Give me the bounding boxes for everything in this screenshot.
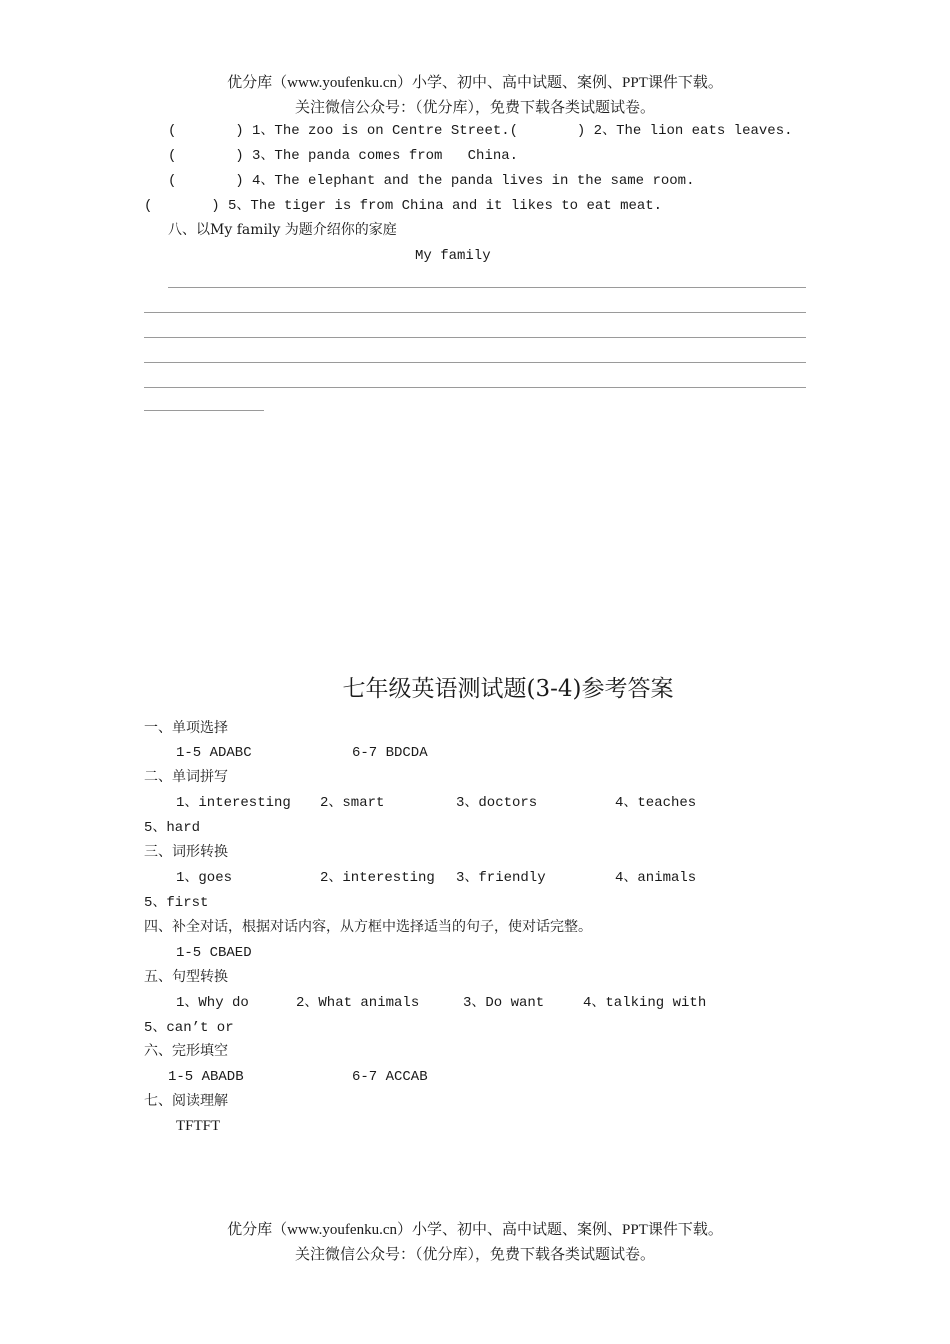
section-5-heading: 五、句型转换 bbox=[144, 969, 228, 985]
answer-key-title: 七年级英语测试题(3-4)参考答案 bbox=[342, 676, 674, 702]
section-3-answer-1: 1、goes bbox=[176, 870, 233, 886]
section-3-answer-2: 2、interesting bbox=[320, 870, 435, 886]
writing-line bbox=[144, 362, 806, 363]
header-line-2: 关注微信公众号：（优分库），免费下载各类试题试卷。 bbox=[294, 100, 655, 116]
writing-line bbox=[144, 387, 806, 388]
section-4-heading: 四、补全对话，根据对话内容，从方框中选择适当的句子，使对话完整。 bbox=[144, 919, 592, 935]
section-3-answer-3: 3、friendly bbox=[456, 870, 546, 886]
section-4-answer: 1-5 CBAED bbox=[176, 945, 252, 961]
section-1-heading: 一、单项选择 bbox=[144, 720, 228, 736]
section-5-answer-1: 1、Why do bbox=[176, 995, 249, 1011]
section-2-answer-2: 2、smart bbox=[320, 795, 385, 811]
header-line-1: 优分库（www.youfenku.cn）小学、初中、高中试题、案例、PPT课件下载。 bbox=[227, 75, 723, 91]
writing-line-short bbox=[144, 410, 264, 411]
section-2-answer-5: 5、hard bbox=[144, 820, 201, 836]
section-1-answer-a: 1-5 ADABC bbox=[176, 745, 252, 761]
section-7-answer: TFTFT bbox=[176, 1118, 221, 1134]
section-5-answer-4: 4、talking with bbox=[583, 995, 707, 1011]
tf-question-3: ( ) 3、The panda comes from China. bbox=[168, 148, 519, 164]
section-6-answer-a: 1-5 ABADB bbox=[168, 1069, 244, 1085]
section-2-answer-4: 4、teaches bbox=[615, 795, 697, 811]
section-2-heading: 二、单词拼写 bbox=[144, 769, 228, 785]
writing-line bbox=[168, 287, 806, 288]
tf-question-1-2: ( ) 1、The zoo is on Centre Street.( ) 2、The lion eats leaves. bbox=[168, 123, 793, 139]
section-5-answer-3: 3、Do want bbox=[463, 995, 545, 1011]
section-7-heading: 七、阅读理解 bbox=[144, 1093, 228, 1109]
section-5-answer-5: 5、can’t or bbox=[144, 1020, 234, 1036]
writing-heading: 八、以My family 为题介绍你的家庭 bbox=[168, 222, 397, 238]
section-2-answer-3: 3、doctors bbox=[456, 795, 538, 811]
section-1-answer-b: 6-7 BDCDA bbox=[352, 745, 428, 761]
tf-question-5: ( ) 5、The tiger is from China and it likes to eat meat. bbox=[144, 198, 663, 214]
section-2-answer-1: 1、interesting bbox=[176, 795, 291, 811]
section-5-answer-2: 2、What animals bbox=[296, 995, 420, 1011]
footer-line-1: 优分库（www.youfenku.cn）小学、初中、高中试题、案例、PPT课件下载。 bbox=[227, 1222, 723, 1238]
writing-line bbox=[144, 337, 806, 338]
section-3-heading: 三、词形转换 bbox=[144, 844, 228, 860]
writing-line bbox=[144, 312, 806, 313]
section-6-heading: 六、完形填空 bbox=[144, 1043, 228, 1059]
footer-line-2: 关注微信公众号：（优分库），免费下载各类试题试卷。 bbox=[294, 1247, 655, 1263]
writing-title: My family bbox=[415, 248, 491, 264]
section-3-answer-4: 4、animals bbox=[615, 870, 697, 886]
tf-question-4: ( ) 4、The elephant and the panda lives in the same room. bbox=[168, 173, 695, 189]
section-6-answer-b: 6-7 ACCAB bbox=[352, 1069, 428, 1085]
section-3-answer-5: 5、first bbox=[144, 895, 209, 911]
